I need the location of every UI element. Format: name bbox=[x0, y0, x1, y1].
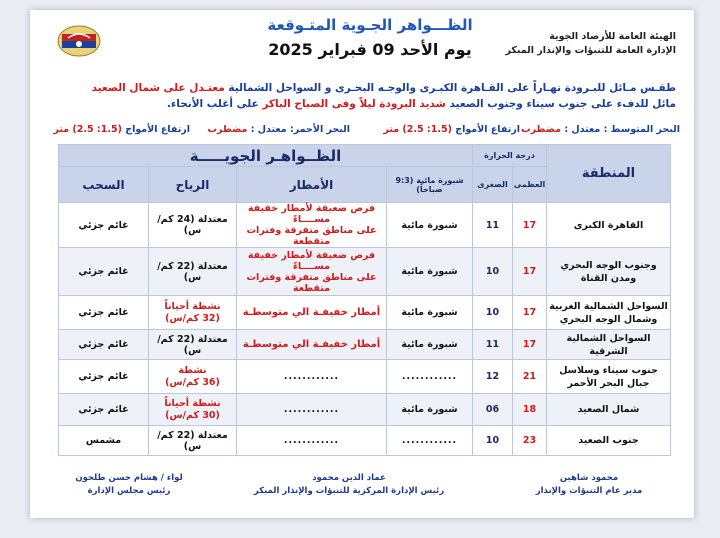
rain-line: فرص ضعيفة لأمطار خفيفة bbox=[247, 249, 376, 261]
rain-cell bbox=[237, 394, 387, 426]
summary-warm-text: مائل للدفء على جنوب سيناء وجنوب الصعيد bbox=[449, 98, 676, 110]
wind-line: نشطة أحياناً bbox=[164, 300, 221, 312]
rain-line: أمطار خفيفـة الي متوسطـة bbox=[242, 307, 381, 318]
weather-summary bbox=[46, 80, 676, 112]
wind-line: معتدلة (24 كم/س) bbox=[157, 214, 228, 236]
fog-cell: شبورة مائية bbox=[387, 248, 473, 296]
clouds-cell: غائم جزئي bbox=[59, 360, 149, 394]
max-temp-cell: 17 bbox=[513, 296, 547, 330]
min-temp-cell: 10 bbox=[473, 426, 513, 456]
table-row bbox=[59, 296, 671, 330]
clouds-cell: غائم جزئي bbox=[59, 296, 149, 330]
summary-night-text: شديد البرودة ليلاً وفى الصباح الباكر bbox=[262, 98, 446, 110]
region-cell: جنوب الصعيد bbox=[547, 426, 671, 456]
region-cell: القاهرة الكبرى bbox=[547, 203, 671, 248]
wind-line: نشطة أحياناً bbox=[164, 397, 221, 409]
summary-end-text: على أغلب الأنحاء. bbox=[166, 98, 259, 110]
sea-state-row bbox=[40, 124, 680, 140]
forecast-table bbox=[58, 144, 671, 456]
clouds-cell: غائم جزئي bbox=[59, 394, 149, 426]
page-title: الظـــواهر الجـوية المتـوقعة bbox=[267, 16, 473, 34]
wind-line: (36 كم/س) bbox=[165, 376, 220, 388]
fog-cell: شبورة مائية bbox=[387, 394, 473, 426]
rain-line: ............ bbox=[283, 435, 340, 446]
med-sea-value: مضطرب bbox=[521, 124, 561, 135]
signature-title: رئيس الإدارة المركزية للتنبؤات والإنذار المبكر bbox=[253, 486, 445, 496]
region-cell: السواحل الشمالية الشرقية bbox=[547, 330, 671, 360]
wind-cell bbox=[149, 394, 237, 426]
min-temp-cell: 12 bbox=[473, 360, 513, 394]
red-waves-value: (1.5: 2.5) متر bbox=[53, 124, 122, 135]
red-sea-state bbox=[207, 124, 350, 135]
signature-forecast-director bbox=[504, 472, 674, 498]
phenomena-header: الظــواهـر الجويـــــة bbox=[59, 145, 473, 167]
max-temp-cell: 18 bbox=[513, 394, 547, 426]
table-row bbox=[59, 360, 671, 394]
min-temp-cell: 10 bbox=[473, 296, 513, 330]
min-temp-header: الصغرى bbox=[473, 167, 513, 203]
title-block bbox=[220, 16, 520, 59]
region-cell: شمال الصعيد bbox=[547, 394, 671, 426]
wind-cell bbox=[149, 426, 237, 456]
wind-line: (30 كم/س) bbox=[165, 409, 220, 421]
min-temp-cell: 11 bbox=[473, 203, 513, 248]
fog-cell: شبورة مائية bbox=[387, 203, 473, 248]
wind-header: الرياح bbox=[149, 167, 237, 203]
summary-cold-text: طقـس مـائل للبـرودة نهـاراً على القـاهرة الكبـرى والوجـه البحـرى و السواحل الشمالية bbox=[228, 82, 676, 94]
signature-title: رئيس مجلس الإدارة bbox=[87, 486, 171, 496]
wind-line: معتدلة (22 كم/س) bbox=[157, 260, 228, 283]
max-temp-cell: 21 bbox=[513, 360, 547, 394]
rain-line: ............ bbox=[283, 371, 340, 382]
fog-cell: شبورة مائية bbox=[387, 296, 473, 330]
fog-cell: ............ bbox=[387, 426, 473, 456]
summary-mild-text: معتـدل على شمال الصعيد bbox=[91, 82, 225, 94]
region-cell: السواحل الشمالية الغربية وشمال الوجه البحري bbox=[547, 296, 671, 330]
wind-line: معتدلة (22 كم/س) bbox=[157, 429, 228, 452]
wind-line: (32 كم/س) bbox=[165, 312, 220, 324]
wind-cell bbox=[149, 248, 237, 296]
table-row bbox=[59, 330, 671, 360]
signature-name: عماد الدين محمود bbox=[312, 473, 386, 483]
signature-board-chairman bbox=[44, 472, 214, 498]
max-temp-cell: 17 bbox=[513, 330, 547, 360]
clouds-cell: غائم جزئي bbox=[59, 248, 149, 296]
fog-cell: شبورة مائية bbox=[387, 330, 473, 360]
med-sea-state bbox=[521, 124, 680, 135]
table-row bbox=[59, 248, 671, 296]
org-department: الإدارة العامة للتنبؤات والإنذار المبكر bbox=[505, 45, 676, 56]
fog-header: شبورة مائية (9:3 صباحاً) bbox=[387, 167, 473, 203]
wind-line: نشطة bbox=[178, 364, 207, 376]
wind-line: معتدلة (22 كم/س) bbox=[157, 333, 228, 356]
max-temp-cell: 23 bbox=[513, 426, 547, 456]
min-temp-cell: 06 bbox=[473, 394, 513, 426]
min-temp-cell: 10 bbox=[473, 248, 513, 296]
signature-name: محمود شاهين bbox=[559, 473, 619, 483]
wind-cell bbox=[149, 360, 237, 394]
rain-cell bbox=[237, 330, 387, 360]
forecast-date: يوم الأحد 09 فبراير 2025 bbox=[268, 40, 472, 59]
organization-block bbox=[505, 30, 676, 58]
med-waves-label: ارتفاع الأمواج bbox=[455, 124, 520, 135]
rain-cell bbox=[237, 426, 387, 456]
temperature-header: درجة الحرارة bbox=[473, 145, 547, 167]
red-waves-label: ارتفاع الأمواج bbox=[125, 124, 190, 135]
signature-central-director bbox=[234, 472, 464, 498]
region-cell: وجنوب الوجه البحري ومدن القناة bbox=[547, 248, 671, 296]
rain-cell bbox=[237, 203, 387, 248]
wind-cell bbox=[149, 330, 237, 360]
table-row bbox=[59, 203, 671, 248]
clouds-cell: غائم جزئي bbox=[59, 203, 149, 248]
med-waves-value: (1.5: 2.5) متر bbox=[383, 124, 452, 135]
rain-line: ............ bbox=[283, 404, 340, 415]
max-temp-cell: 17 bbox=[513, 203, 547, 248]
red-waves bbox=[53, 124, 190, 135]
table-row bbox=[59, 394, 671, 426]
clouds-header: السحب bbox=[59, 167, 149, 203]
clouds-cell: مشمس bbox=[59, 426, 149, 456]
signature-name: لواء / هشام حسن طلحون bbox=[75, 473, 183, 483]
signature-title: مدير عام التنبؤات والإنذار bbox=[535, 486, 643, 496]
rain-cell bbox=[237, 248, 387, 296]
med-sea-label: البحر المتوسط : معتدل : bbox=[564, 124, 680, 135]
rain-line: على مناطق متفرقة وفترات متقطعة bbox=[246, 271, 377, 294]
rain-line: أمطار خفيفـة الي متوسطـة bbox=[242, 339, 381, 350]
med-waves bbox=[383, 124, 520, 135]
red-sea-value: مضطرب bbox=[207, 124, 248, 135]
rain-line: فرص ضعيفة لأمطار خفيفة bbox=[247, 203, 376, 214]
region-header: المنطقة bbox=[547, 145, 671, 203]
forecast-sheet bbox=[30, 10, 694, 518]
rain-cell bbox=[237, 296, 387, 330]
table-row bbox=[59, 426, 671, 456]
fog-cell: ............ bbox=[387, 360, 473, 394]
clouds-cell: غائم جزئي bbox=[59, 330, 149, 360]
signatures bbox=[30, 472, 694, 516]
rain-line: على مناطق متفرقة وفترات متقطعة bbox=[246, 225, 377, 247]
rain-header: الأمطار bbox=[237, 167, 387, 203]
rain-line: مســــاءً bbox=[293, 260, 330, 272]
wind-cell bbox=[149, 296, 237, 330]
max-temp-header: العظمى bbox=[513, 167, 547, 203]
max-temp-cell: 17 bbox=[513, 248, 547, 296]
meteorological-authority-logo-icon bbox=[56, 24, 102, 58]
min-temp-cell: 11 bbox=[473, 330, 513, 360]
org-name: الهيئة العامة للأرصاد الجوية bbox=[549, 31, 676, 42]
region-cell: جنوب سيناء وسلاسل جبال البحر الأحمر bbox=[547, 360, 671, 394]
wind-cell bbox=[149, 203, 237, 248]
header bbox=[30, 10, 694, 78]
rain-cell bbox=[237, 360, 387, 394]
red-sea-label: البحر الأحمر: معتدل : bbox=[250, 124, 350, 135]
rain-line: مســــاءً bbox=[293, 214, 330, 225]
